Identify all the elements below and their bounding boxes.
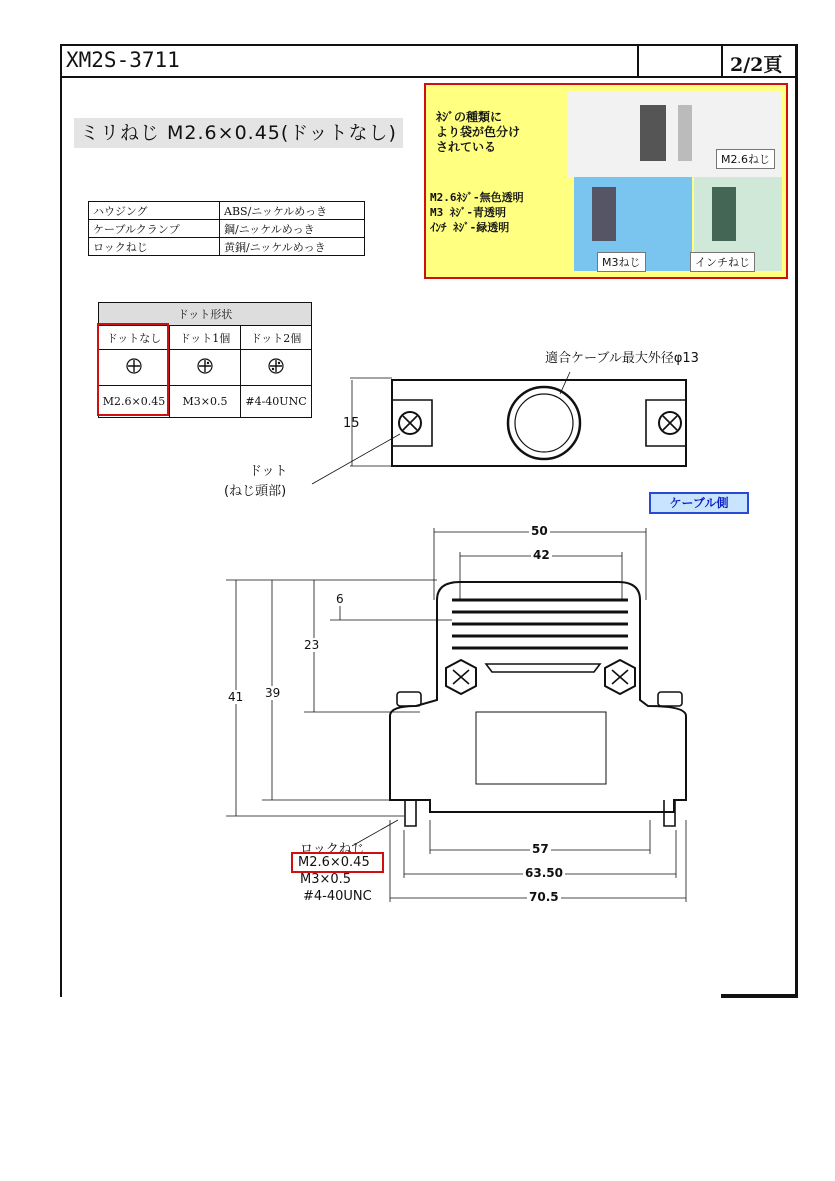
dim-height-39: 39 (265, 686, 281, 700)
material-value: 黄銅/ニッケルめっき (220, 238, 365, 256)
note-line: されている (436, 140, 497, 154)
cable-opening (508, 387, 580, 459)
page-subtitle: ミリねじ M2.6×0.45(ドットなし) (74, 118, 403, 148)
clamp-slot (486, 664, 600, 672)
lock-screw-head-right (658, 692, 682, 706)
highlight-m26-screw (291, 852, 384, 873)
lock-screw-head-left (397, 692, 421, 706)
photo-label-m26: M2.6ねじ (716, 149, 775, 169)
photo-label-m3: M3ねじ (597, 252, 646, 272)
material-part: ハウジング (89, 202, 220, 220)
material-part: ケーブルクランプ (89, 220, 220, 238)
top-view-drawing (312, 372, 686, 484)
cable-side-badge: ケーブル側 (649, 492, 749, 514)
material-value: 鋼/ニッケルめっき (220, 220, 365, 238)
legend-line: M3 ﾈｼﾞ-青透明 (430, 206, 506, 219)
dot-value-one: M3×0.5 (170, 386, 241, 418)
dim-height-41: 41 (228, 690, 244, 704)
housing-grip-ribs (452, 600, 628, 648)
note-line: ﾈｼﾞの種類に (436, 110, 503, 124)
dim-width-57: 57 (532, 842, 549, 856)
dim-height-6: 6 (336, 592, 344, 606)
dot-column-none: ドットなし (99, 326, 170, 350)
legend-line: ｲﾝﾁ ﾈｼﾞ-緑透明 (430, 221, 510, 234)
cable-opening-inner (515, 394, 573, 452)
lock-screw-right-cross (663, 416, 677, 430)
photo-label-inch: インチねじ (690, 252, 755, 272)
material-value: ABS/ニッケルめっき (220, 202, 365, 220)
lock-screw-label: ロックねじ (300, 842, 365, 857)
cable-leader-line (560, 372, 570, 394)
legend-line: M2.6ﾈｼﾞ-無色透明 (430, 191, 524, 204)
dot-column-two: ドット2個 (241, 326, 312, 350)
note-line: より袋が色分け (436, 125, 521, 139)
lock-screw-inch: #4-40UNC (303, 889, 372, 904)
dimension-lines (226, 528, 686, 902)
dot-label: ドット (249, 464, 288, 479)
lock-screw-m26: M2.6×0.45 (298, 855, 370, 870)
top-view-outline (392, 380, 686, 466)
lock-screw-left-cross (403, 416, 417, 430)
dot-column-one: ドット1個 (170, 326, 241, 350)
housing-outline (390, 582, 686, 812)
dot-value-two: #4-40UNC (241, 386, 312, 418)
clamp-nut-left-cross (453, 670, 469, 684)
label-area (476, 712, 606, 784)
top-view-flanges (392, 400, 686, 446)
dim-width-42: 42 (533, 548, 550, 562)
lock-screw-m3: M3×0.5 (300, 872, 352, 887)
dim-width-70-5: 70.5 (529, 890, 559, 904)
dim-height-23: 23 (304, 638, 320, 652)
page-number: 2/2頁 (730, 54, 783, 76)
dot-leader-line (312, 434, 400, 484)
dim-width-63-50: 63.50 (525, 866, 563, 880)
material-part: ロックねじ (89, 238, 220, 256)
cable-diameter-label: 適合ケーブル最大外径φ13 (545, 351, 699, 366)
dot-table-title: ドット形状 (99, 303, 312, 326)
front-view-drawing (226, 528, 686, 902)
dim-width-50: 50 (531, 524, 548, 538)
dot-value-none: M2.6×0.45 (99, 386, 170, 418)
dot-label-sub: (ねじ頭部) (224, 484, 287, 499)
document-title: XM2S-3711 (66, 48, 180, 72)
dim-height-15: 15 (343, 416, 360, 431)
clamp-nut-right-cross (612, 670, 628, 684)
